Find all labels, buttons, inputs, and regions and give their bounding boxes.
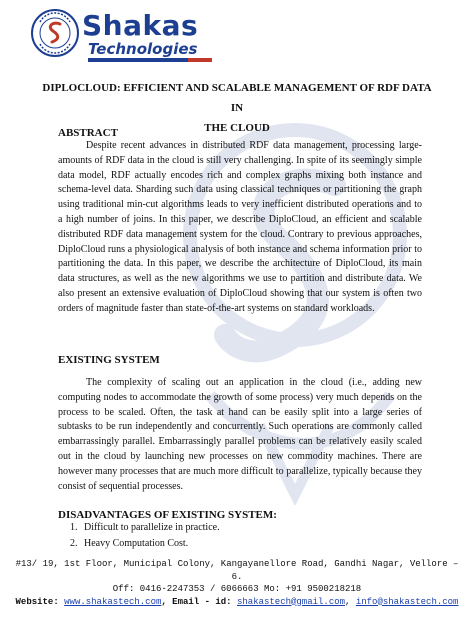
disadvantages-heading: DISADVANTAGES OF EXISTING SYSTEM:	[58, 509, 277, 521]
list-item-text: Difficult to parallelize in practice.	[84, 522, 220, 533]
company-name-shakas: Shakas	[82, 9, 199, 42]
page-footer	[12, 558, 462, 608]
list-item	[58, 536, 422, 552]
company-seal-icon	[30, 8, 80, 58]
list-item	[58, 520, 422, 536]
email-label: , Email - id:	[161, 596, 232, 607]
abstract-paragraph: Despite recent advances in distributed RDF data management, processing large-amounts of RDF data in the cloud is still very challenging. In spite of its seemingly simple data model, RDF actually encodes rich and complex graphs mixing both instance and schema-level data. Sharding such data using classical techniques or partitioning the graph using traditional min-cut algorithms leads to very inefficient distributed operations and to a high number of joins. In this paper, we describe DiploCloud, an efficient and scalable distributed RDF data management system for the cloud. Contrary to previous approaches, DiploCloud runs a physiological analysis of both instance and schema information prior to partitioning the data. In this paper, we describe the architecture of DiploCloud, its main data structures, as well as the new algorithms we use to partition and distribute data. We also present an extensive evaluation of DiploCloud showing that our system is often two orders of magnitude faster than state-of-the-art systems on standard workloads.	[58, 140, 422, 314]
footer-address: #13/ 19, 1st Floor, Municipal Colony, Kangayanellore Road, Gandhi Nagar, Vellore – 6.	[15, 559, 459, 582]
email-link-2[interactable]: info@shakastech.com	[355, 596, 459, 607]
abstract-heading: ABSTRACT	[58, 127, 118, 139]
email-separator: ,	[345, 596, 351, 607]
list-item-number: 1.	[70, 522, 78, 533]
existing-system-heading: EXISTING SYSTEM	[58, 354, 160, 366]
email-link-1[interactable]: shakastech@gmail.com	[237, 596, 346, 607]
list-item-text: Heavy Computation Cost.	[84, 538, 189, 549]
footer-phone: Off: 0416-2247353 / 6066663 Mo: +91 9500218218	[112, 584, 362, 594]
website-label: Website:	[15, 596, 59, 607]
title-line-2: THE CLOUD	[204, 122, 270, 134]
existing-system-paragraph: The complexity of scaling out an application in the cloud (i.e., adding new computing nodes to accommodate the growth of some process) very much depends on the process to be scaled. Often, the task at hand can be easily split into a large series of subtasks to be run independently and concurrently. Such operations are commonly called embarrassingly parallel. Embarrassingly parallel problems can be relatively easily scaled out in the cloud by launching new processes on new commodity machines. There are however many processes that are much more difficult to parallelize, typically because they consist of sequential processes.	[58, 377, 422, 492]
company-name-technologies: Technologies	[88, 40, 198, 58]
footer-contact-line	[12, 596, 462, 609]
list-item-number: 2.	[70, 538, 78, 549]
disadvantages-list	[58, 520, 422, 552]
logo-swoosh-icon	[88, 58, 212, 62]
title-line-1: DIPLOCLOUD: EFFICIENT AND SCALABLE MANAGEMENT OF RDF DATA IN	[42, 82, 432, 114]
website-link[interactable]: www.shakastech.com	[64, 596, 162, 607]
company-logo	[30, 8, 210, 64]
